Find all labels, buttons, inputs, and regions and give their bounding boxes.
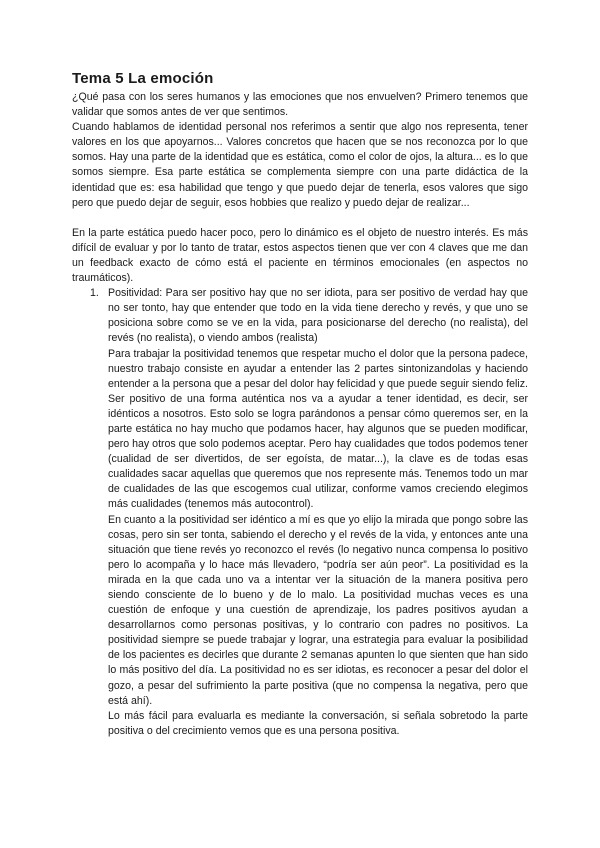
positivity-identity-paragraph: En cuanto a la positividad ser idéntico a mí es que yo elijo la mirada que pongo sobre las cosas, pero sin ser tonta, sabiendo el derecho y el revés de la vida, y entonces ante una situación que tiene revés yo reconozco el revés (lo negativo nunca compensa lo positivo pero lo acompaña y lo hace más llevadero, “podría ser aún peor”. La positividad es la mirada en la que cada uno va a intentar ver la situación de la manera positiva pero siendo consciente de lo bueno y de lo malo. La positividad muchas veces es una cuestión de enfoque y una cuestión de aprendizaje, los padres positivos ayudan a desarrollarnos como personas positivas, y lo contrario con padres no positivos. La positividad siempre se puede trabajar y lograr, una estrategia para evaluar la posibilidad de los pacientes es decirles que durante 2 semanas apunten lo que sienten que han sido lo más positivo del día. La positividad no es ser idiotas, es reconocer a pesar del dolor el gozo, a pesar del sufrimiento la parte positiva (que no compensa la negativa, pero que está ahí). <box>108 513 528 707</box>
dynamic-aspects-paragraph: En la parte estática puedo hacer poco, pero lo dinámico es el objeto de nuestro interés. Es más difícil de evaluar y por lo tanto de tratar, estos aspectos tienen que ver con 4 claves que me dan un feedback exacto de cómo está el paciente en términos emocionales (en aspectos no traumáticos). <box>72 226 528 285</box>
identity-paragraph: Cuando hablamos de identidad personal nos referimos a sentir que algo nos representa, tener valores en los que apoyarnos... Valores concretos que hacen que se nos reconozca por lo que somos. Hay una parte de la identidad que es estática, como el color de ojos, la altura... es lo que somos siempre. Esa parte estática se complementa siempre con una parte didáctica de la identidad que es: esa habilidad que tengo y que puedo dejar de tenerla, esos valores que sigo pero que puedo dejar de seguir, esos hobbies que realizo y puedo dejar de realizar... <box>72 121 528 209</box>
document-title: Tema 5 La emoción <box>72 70 214 87</box>
document-content <box>72 70 528 739</box>
list-item-number: 1. <box>90 287 99 300</box>
positivity-definition: Positividad: Para ser positivo hay que no ser idiota, para ser positivo de verdad hay que no ser tonto, hay que entender que todo en la vida tiene derecho y revés, y que uno se posiciona sobre como se ve en la vida, para posicionarse del derecho (no realista), del revés (no realista), o viendo ambos (realista) <box>108 287 528 345</box>
keys-list <box>72 286 528 739</box>
list-item <box>90 286 528 739</box>
intro-paragraph: ¿Qué pasa con los seres humanos y las emociones que nos envuelven? Primero tenemos que validar que somos antes de ver que sentimos. <box>72 91 528 119</box>
positivity-work-paragraph: Para trabajar la positividad tenemos que respetar mucho el dolor que la persona padece, nuestro trabajo consiste en ayudar a entender las 2 partes sintonizandolas y haciendo entender a la persona que a pesar del dolor hay felicidad y que puede seguir siendo feliz. Ser positivo de una forma auténtica nos va a ayudar a tener identidad, es decir, ser idénticos a nosotros. Esto solo se logra parándonos a pensar cómo queremos ser, en la parte estática no hay mucho que podamos hacer, hay algunos que se pueden modificar, pero hay otros que solo podemos aceptar. Pero hay cualidades que todos podemos tener (cualidad de ser divertidos, de ser egoísta, de matar...), la clave es de todas esas cualidades sacar aquellas que queremos que nos represente más. Tenemos todo un mar de cualidades de las que escogemos cual utilizar, conforme vamos creciendo elegimos más cualidades (tenemos más autocontrol). <box>108 347 528 511</box>
positivity-evaluation-paragraph: Lo más fácil para evaluarla es mediante la conversación, si señala sobretodo la parte positiva o del crecimiento vemos que es una persona positiva. <box>108 709 528 737</box>
paragraph-spacer <box>72 211 528 226</box>
